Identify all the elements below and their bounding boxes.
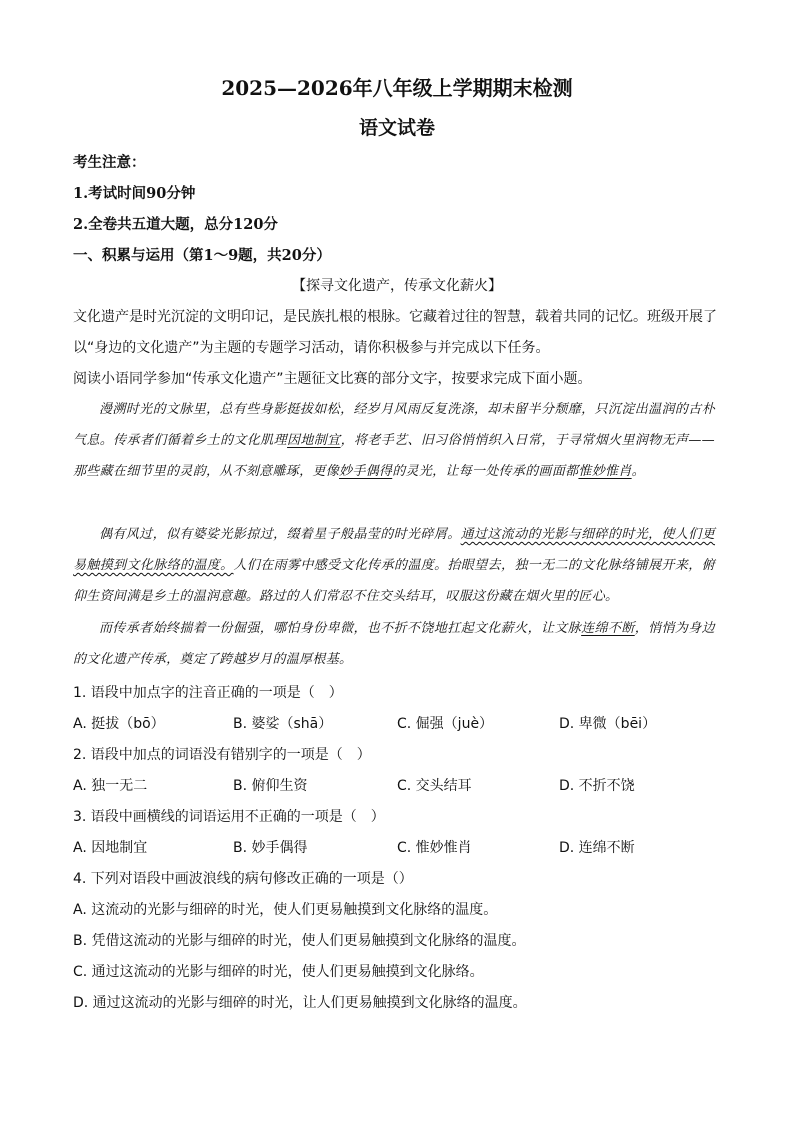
question-3-option-d[interactable]: D. 连绵不断 [559,840,635,856]
question-2-option-a[interactable]: A. 独一无二 [73,778,148,794]
question-4-stem: 4. 下列对语段中画波浪线的病句修改正确的一项是（） [73,871,413,887]
question-1-option-d[interactable]: D. 卑微（bēi） [559,716,657,732]
question-3-option-b[interactable]: B. 妙手偶得 [233,840,308,856]
passage-text: 人们在雨雾中感受文化传承的温度。抬眼望去，独一无二的文化脉络铺展开来，俯仰生资间满是乡土的温润意趣。路过的人们常忍不住交头结耳，叹服这份藏在烟火里的匠心。 [73,558,715,604]
theme-heading: 【探寻文化遗产，传承文化薪火】 [292,278,502,294]
underlined-phrase: 惟妙惟肖 [578,464,632,479]
passage-paragraph-1 [73,394,715,487]
exam-subtitle: 语文试卷 [358,117,435,139]
question-1-option-b[interactable]: B. 婆娑（shā） [233,716,333,732]
question-4-option-c[interactable]: C. 通过这流动的光影与细碎的时光，使人们更易触摸到文化脉络。 [73,964,484,980]
question-2-option-d[interactable]: D. 不折不饶 [559,778,635,794]
question-3-stem: 3. 语段中画横线的词语运用不正确的一项是（ ） [73,809,385,825]
intro-line-1: 文化遗产是时光沉淀的文明印记，是民族扎根的根脉。它藏着过往的智慧，载着共同的记忆。班级开展了 [73,309,717,325]
question-1-option-c[interactable]: C. 倔强（juè） [397,716,494,732]
question-1-stem: 1. 语段中加点字的注音正确的一项是（ ） [73,685,343,701]
underlined-phrase: 连绵不断 [581,621,635,636]
intro-line-2: 以“身边的文化遗产”为主题的专题学习活动，请你积极参与并完成以下任务。 [73,340,550,356]
question-2-stem: 2. 语段中加点的词语没有错别字的一项是（ ） [73,747,371,763]
intro-line-3: 阅读小语同学参加“传承文化遗产”主题征文比赛的部分文字，按要求完成下面小题。 [73,371,592,387]
passage-text: 。 [631,464,645,479]
section-heading: 一、积累与运用（第1～9题，共20分） [73,247,331,264]
passage-paragraph-2 [73,519,715,612]
passage-text: 漫溯时光的文脉里，总有些身影挺拔如松，经岁月风雨反复洗涤，却未留半分颓靡，只沉淀出温润的古朴气息。传承者们循着乡土的文化肌理 [73,402,715,448]
notice-heading: 考生注意： [73,154,146,171]
passage-paragraph-3 [73,613,715,675]
question-3-option-c[interactable]: C. 惟妙惟肖 [397,840,472,856]
question-4-option-a[interactable]: A. 这流动的光影与细碎的时光，使人们更易触摸到文化脉络的温度。 [73,902,498,918]
notice-item-1: 1.考试时间90分钟 [73,185,196,202]
exam-title: 2025—2026年八年级上学期期末检测 [221,76,573,100]
passage-text: 偶有风过，似有婆娑光影掠过，缀着星子般晶莹的时光碎屑。 [99,527,461,542]
question-1-option-a[interactable]: A. 挺拔（bō） [73,716,165,732]
question-2-option-c[interactable]: C. 交头结耳 [397,778,472,794]
underlined-phrase: 妙手偶得 [339,464,393,479]
passage-text: ，悄悄为身边的文化遗产传承，奠定了跨越岁月的温厚根基。 [73,621,715,667]
notice-item-2: 2.全卷共五道大题，总分120分 [73,216,278,233]
question-4-option-d[interactable]: D. 通过这流动的光影与细碎的时光，让人们更易触摸到文化脉络的温度。 [73,995,527,1011]
question-4-option-b[interactable]: B. 凭借这流动的光影与细碎的时光，使人们更易触摸到文化脉络的温度。 [73,933,526,949]
question-2-option-b[interactable]: B. 俯仰生资 [233,778,308,794]
passage-text: 而传承者始终揣着一份倔强，哪怕身份卑微，也不折不饶地扛起文化薪火，让文脉 [99,621,582,636]
question-3-option-a[interactable]: A. 因地制宜 [73,840,148,856]
underlined-phrase: 因地制宜 [287,433,341,448]
passage-text: 的灵光，让每一处传承的画面都 [392,464,579,479]
wavy-underlined-sentence: 通过这流动的光影与细碎的时光，使人们更易触摸到文化脉络的温度。 [73,527,716,573]
passage-text: ，将老手艺、旧习俗悄悄织入日常，于寻常烟火里润物无声——那些藏在细节里的灵韵，从不刻意雕琢，更像 [73,433,715,479]
